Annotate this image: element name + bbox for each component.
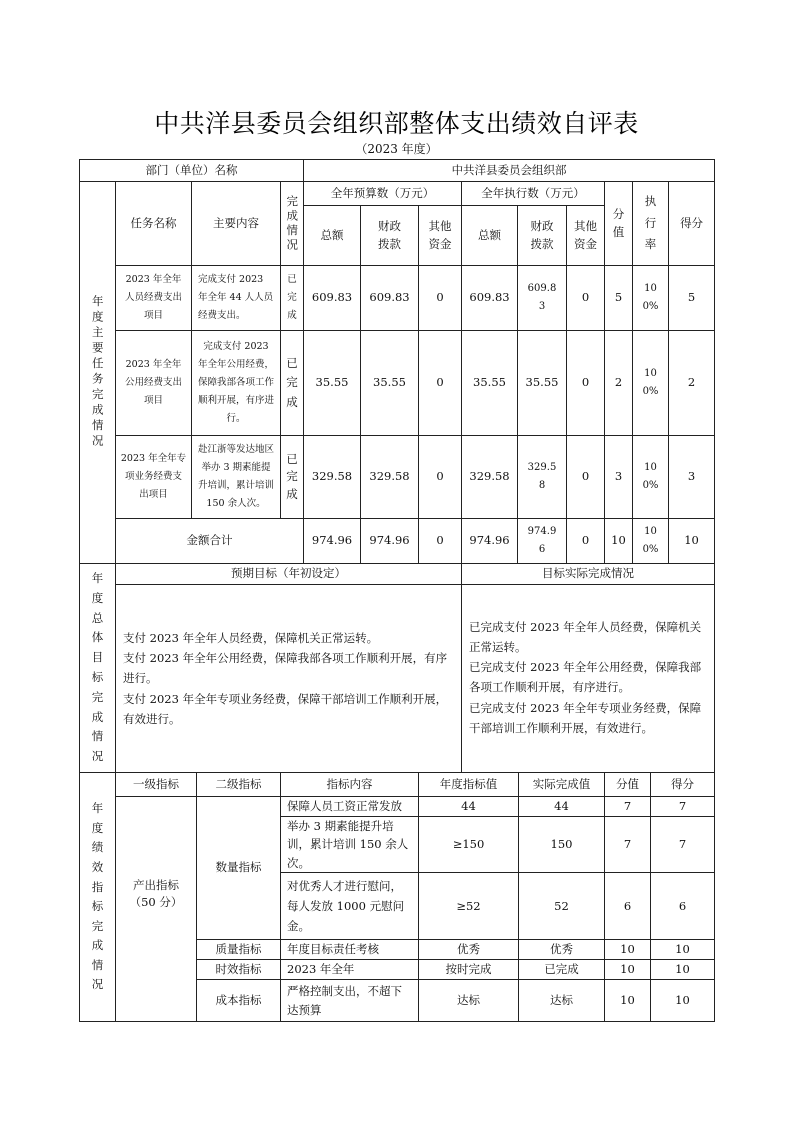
score-value: 5 xyxy=(605,266,633,331)
actual-header: 目标实际完成情况 xyxy=(462,564,715,585)
exec-rate: 100% xyxy=(633,331,669,436)
task-content: 赴江浙等发达地区举办 3 期素能提升培训，累计培训 150 余人次。 xyxy=(192,436,281,519)
col-level1: 一级指标 xyxy=(116,773,197,797)
exec-finance: 609.83 xyxy=(518,266,567,331)
indicator-actual: 52 xyxy=(519,873,605,940)
total-budget-finance: 974.96 xyxy=(361,519,419,564)
level1-points: （50 分） xyxy=(129,895,183,910)
task-row xyxy=(80,331,715,436)
indicator-score-value: 10 xyxy=(605,980,651,1022)
indicator-content: 年度目标责任考核 xyxy=(281,940,419,960)
budget-finance: 329.58 xyxy=(361,436,419,519)
score-value: 3 xyxy=(605,436,633,519)
exec-total: 329.58 xyxy=(462,436,518,519)
total-score-value: 10 xyxy=(605,519,633,564)
indicator-target: 44 xyxy=(419,797,519,817)
tasks-table xyxy=(79,159,715,564)
level2-quality: 质量指标 xyxy=(197,940,281,960)
task-status: 已完成 xyxy=(281,266,304,331)
budget-total: 35.55 xyxy=(304,331,361,436)
indicator-row xyxy=(80,797,715,817)
col-status: 完成情况 xyxy=(281,182,304,266)
total-score: 10 xyxy=(669,519,715,564)
score: 5 xyxy=(669,266,715,331)
exec-total: 35.55 xyxy=(462,331,518,436)
exec-other: 0 xyxy=(567,331,605,436)
expected-goal-item: 支付 2023 年全年人员经费，保障机关正常运转。 xyxy=(123,631,379,646)
col-exec-finance: 财政拨款 xyxy=(518,206,567,266)
indicator-score-value: 7 xyxy=(605,797,651,817)
col-exec-total: 总额 xyxy=(462,206,518,266)
indicator-score: 7 xyxy=(651,817,715,873)
actual-goal-item: 已完成支付 2023 年全年公用经费，保障我部各项工作顺利开展，有序进行。 xyxy=(469,660,702,695)
total-budget-total: 974.96 xyxy=(304,519,361,564)
indicator-actual: 150 xyxy=(519,817,605,873)
indicator-score: 6 xyxy=(651,873,715,940)
task-row xyxy=(80,266,715,331)
expected-goals xyxy=(116,585,462,773)
document-subtitle: （2023 年度） xyxy=(355,142,438,156)
budget-other: 0 xyxy=(419,266,462,331)
expected-goal-item: 支付 2023 年全年公用经费，保障我部各项工作顺利开展，有序进行。 xyxy=(123,651,448,686)
expected-header: 预期目标（年初设定） xyxy=(116,564,462,585)
indicator-score-value: 7 xyxy=(605,817,651,873)
col-budget-finance: 财政拨款 xyxy=(361,206,419,266)
indicator-actual: 达标 xyxy=(519,980,605,1022)
col-rate: 执行率 xyxy=(633,182,669,266)
total-label: 金额合计 xyxy=(116,519,304,564)
actual-goal-item: 已完成支付 2023 年全年专项业务经费，保障干部培训工作顺利开展，有效进行。 xyxy=(469,700,702,735)
budget-finance: 609.83 xyxy=(361,266,419,331)
col-score: 得分 xyxy=(669,182,715,266)
indicator-content: 严格控制支出，不超下达预算 xyxy=(281,980,419,1022)
indicator-content: 举办 3 期素能提升培训，累计培训 150 余人次。 xyxy=(281,817,419,873)
total-exec-rate: 100% xyxy=(633,519,669,564)
col-budget-group: 全年预算数（万元） xyxy=(304,182,462,206)
level1-label: 产出指标 xyxy=(133,878,179,892)
indicator-target: 优秀 xyxy=(419,940,519,960)
tasks-section-label: 年度主要任务完成情况 xyxy=(80,182,116,564)
budget-other: 0 xyxy=(419,331,462,436)
task-status: 已完成 xyxy=(281,331,304,436)
score-value: 2 xyxy=(605,331,633,436)
exec-other: 0 xyxy=(567,436,605,519)
col-indicator-content: 指标内容 xyxy=(281,773,419,797)
exec-finance: 329.58 xyxy=(518,436,567,519)
exec-rate: 100% xyxy=(633,436,669,519)
indicator-score: 10 xyxy=(651,980,715,1022)
budget-finance: 35.55 xyxy=(361,331,419,436)
task-content: 完成支付 2023 年全年 44 人人员经费支出。 xyxy=(192,266,281,331)
indicator-score: 10 xyxy=(651,940,715,960)
exec-other: 0 xyxy=(567,266,605,331)
indicator-target: 达标 xyxy=(419,980,519,1022)
task-name: 2023 年全年人员经费支出项目 xyxy=(116,266,192,331)
goals-section-label: 年度总体目标完成情况 xyxy=(80,564,116,773)
col-score-value: 分值 xyxy=(605,182,633,266)
task-row xyxy=(80,436,715,519)
task-content: 完成支付 2023 年全年公用经费，保障我部各项工作顺利开展，有序进行。 xyxy=(192,331,281,436)
col-task-name: 任务名称 xyxy=(116,182,192,266)
goals-table xyxy=(79,563,715,773)
indicator-score: 10 xyxy=(651,960,715,980)
exec-finance: 35.55 xyxy=(518,331,567,436)
indicator-actual: 优秀 xyxy=(519,940,605,960)
exec-total: 609.83 xyxy=(462,266,518,331)
col-content: 主要内容 xyxy=(192,182,281,266)
level2-cost: 成本指标 xyxy=(197,980,281,1022)
dept-label: 部门（单位）名称 xyxy=(80,160,304,182)
budget-total: 609.83 xyxy=(304,266,361,331)
document-title: 中共洋县委员会组织部整体支出绩效自评表 xyxy=(154,109,639,138)
level1-output xyxy=(116,797,197,1022)
col-level2: 二级指标 xyxy=(197,773,281,797)
indicator-score-value: 10 xyxy=(605,940,651,960)
col-exec-other: 其他资金 xyxy=(567,206,605,266)
performance-table xyxy=(79,772,715,1022)
indicator-actual: 44 xyxy=(519,797,605,817)
col-exec-group: 全年执行数（万元） xyxy=(462,182,605,206)
col-actual: 实际完成值 xyxy=(519,773,605,797)
indicator-score-value: 10 xyxy=(605,960,651,980)
actual-goals xyxy=(462,585,715,773)
col-budget-total: 总额 xyxy=(304,206,361,266)
indicator-content: 2023 年全年 xyxy=(281,960,419,980)
total-row xyxy=(80,519,715,564)
budget-other: 0 xyxy=(419,436,462,519)
total-exec-finance: 974.96 xyxy=(518,519,567,564)
indicator-score-value: 6 xyxy=(605,873,651,940)
task-name: 2023 年全年专项业务经费支出项目 xyxy=(116,436,192,519)
col-budget-other: 其他资金 xyxy=(419,206,462,266)
col-perf-score-value: 分值 xyxy=(605,773,651,797)
indicator-target: ≥52 xyxy=(419,873,519,940)
col-perf-score: 得分 xyxy=(651,773,715,797)
total-exec-total: 974.96 xyxy=(462,519,518,564)
budget-total: 329.58 xyxy=(304,436,361,519)
exec-rate: 100% xyxy=(633,266,669,331)
score: 3 xyxy=(669,436,715,519)
expected-goal-item: 支付 2023 年全年专项业务经费，保障干部培训工作顺利开展，有效进行。 xyxy=(123,691,448,726)
task-status: 已完成 xyxy=(281,436,304,519)
total-budget-other: 0 xyxy=(419,519,462,564)
indicator-target: ≥150 xyxy=(419,817,519,873)
col-target: 年度指标值 xyxy=(419,773,519,797)
indicator-content: 保障人员工资正常发放 xyxy=(281,797,419,817)
performance-section-label: 年度绩效指标完成情况 xyxy=(80,773,116,1022)
total-exec-other: 0 xyxy=(567,519,605,564)
actual-goal-item: 已完成支付 2023 年全年人员经费，保障机关正常运转。 xyxy=(469,620,702,655)
level2-quantity: 数量指标 xyxy=(197,797,281,940)
indicator-target: 按时完成 xyxy=(419,960,519,980)
score: 2 xyxy=(669,331,715,436)
level2-timeliness: 时效指标 xyxy=(197,960,281,980)
indicator-content: 对优秀人才进行慰问，每人发放 1000 元慰问金。 xyxy=(281,873,419,940)
indicator-score: 7 xyxy=(651,797,715,817)
dept-value: 中共洋县委员会组织部 xyxy=(304,160,715,182)
indicator-actual: 已完成 xyxy=(519,960,605,980)
task-name: 2023 年全年公用经费支出项目 xyxy=(116,331,192,436)
